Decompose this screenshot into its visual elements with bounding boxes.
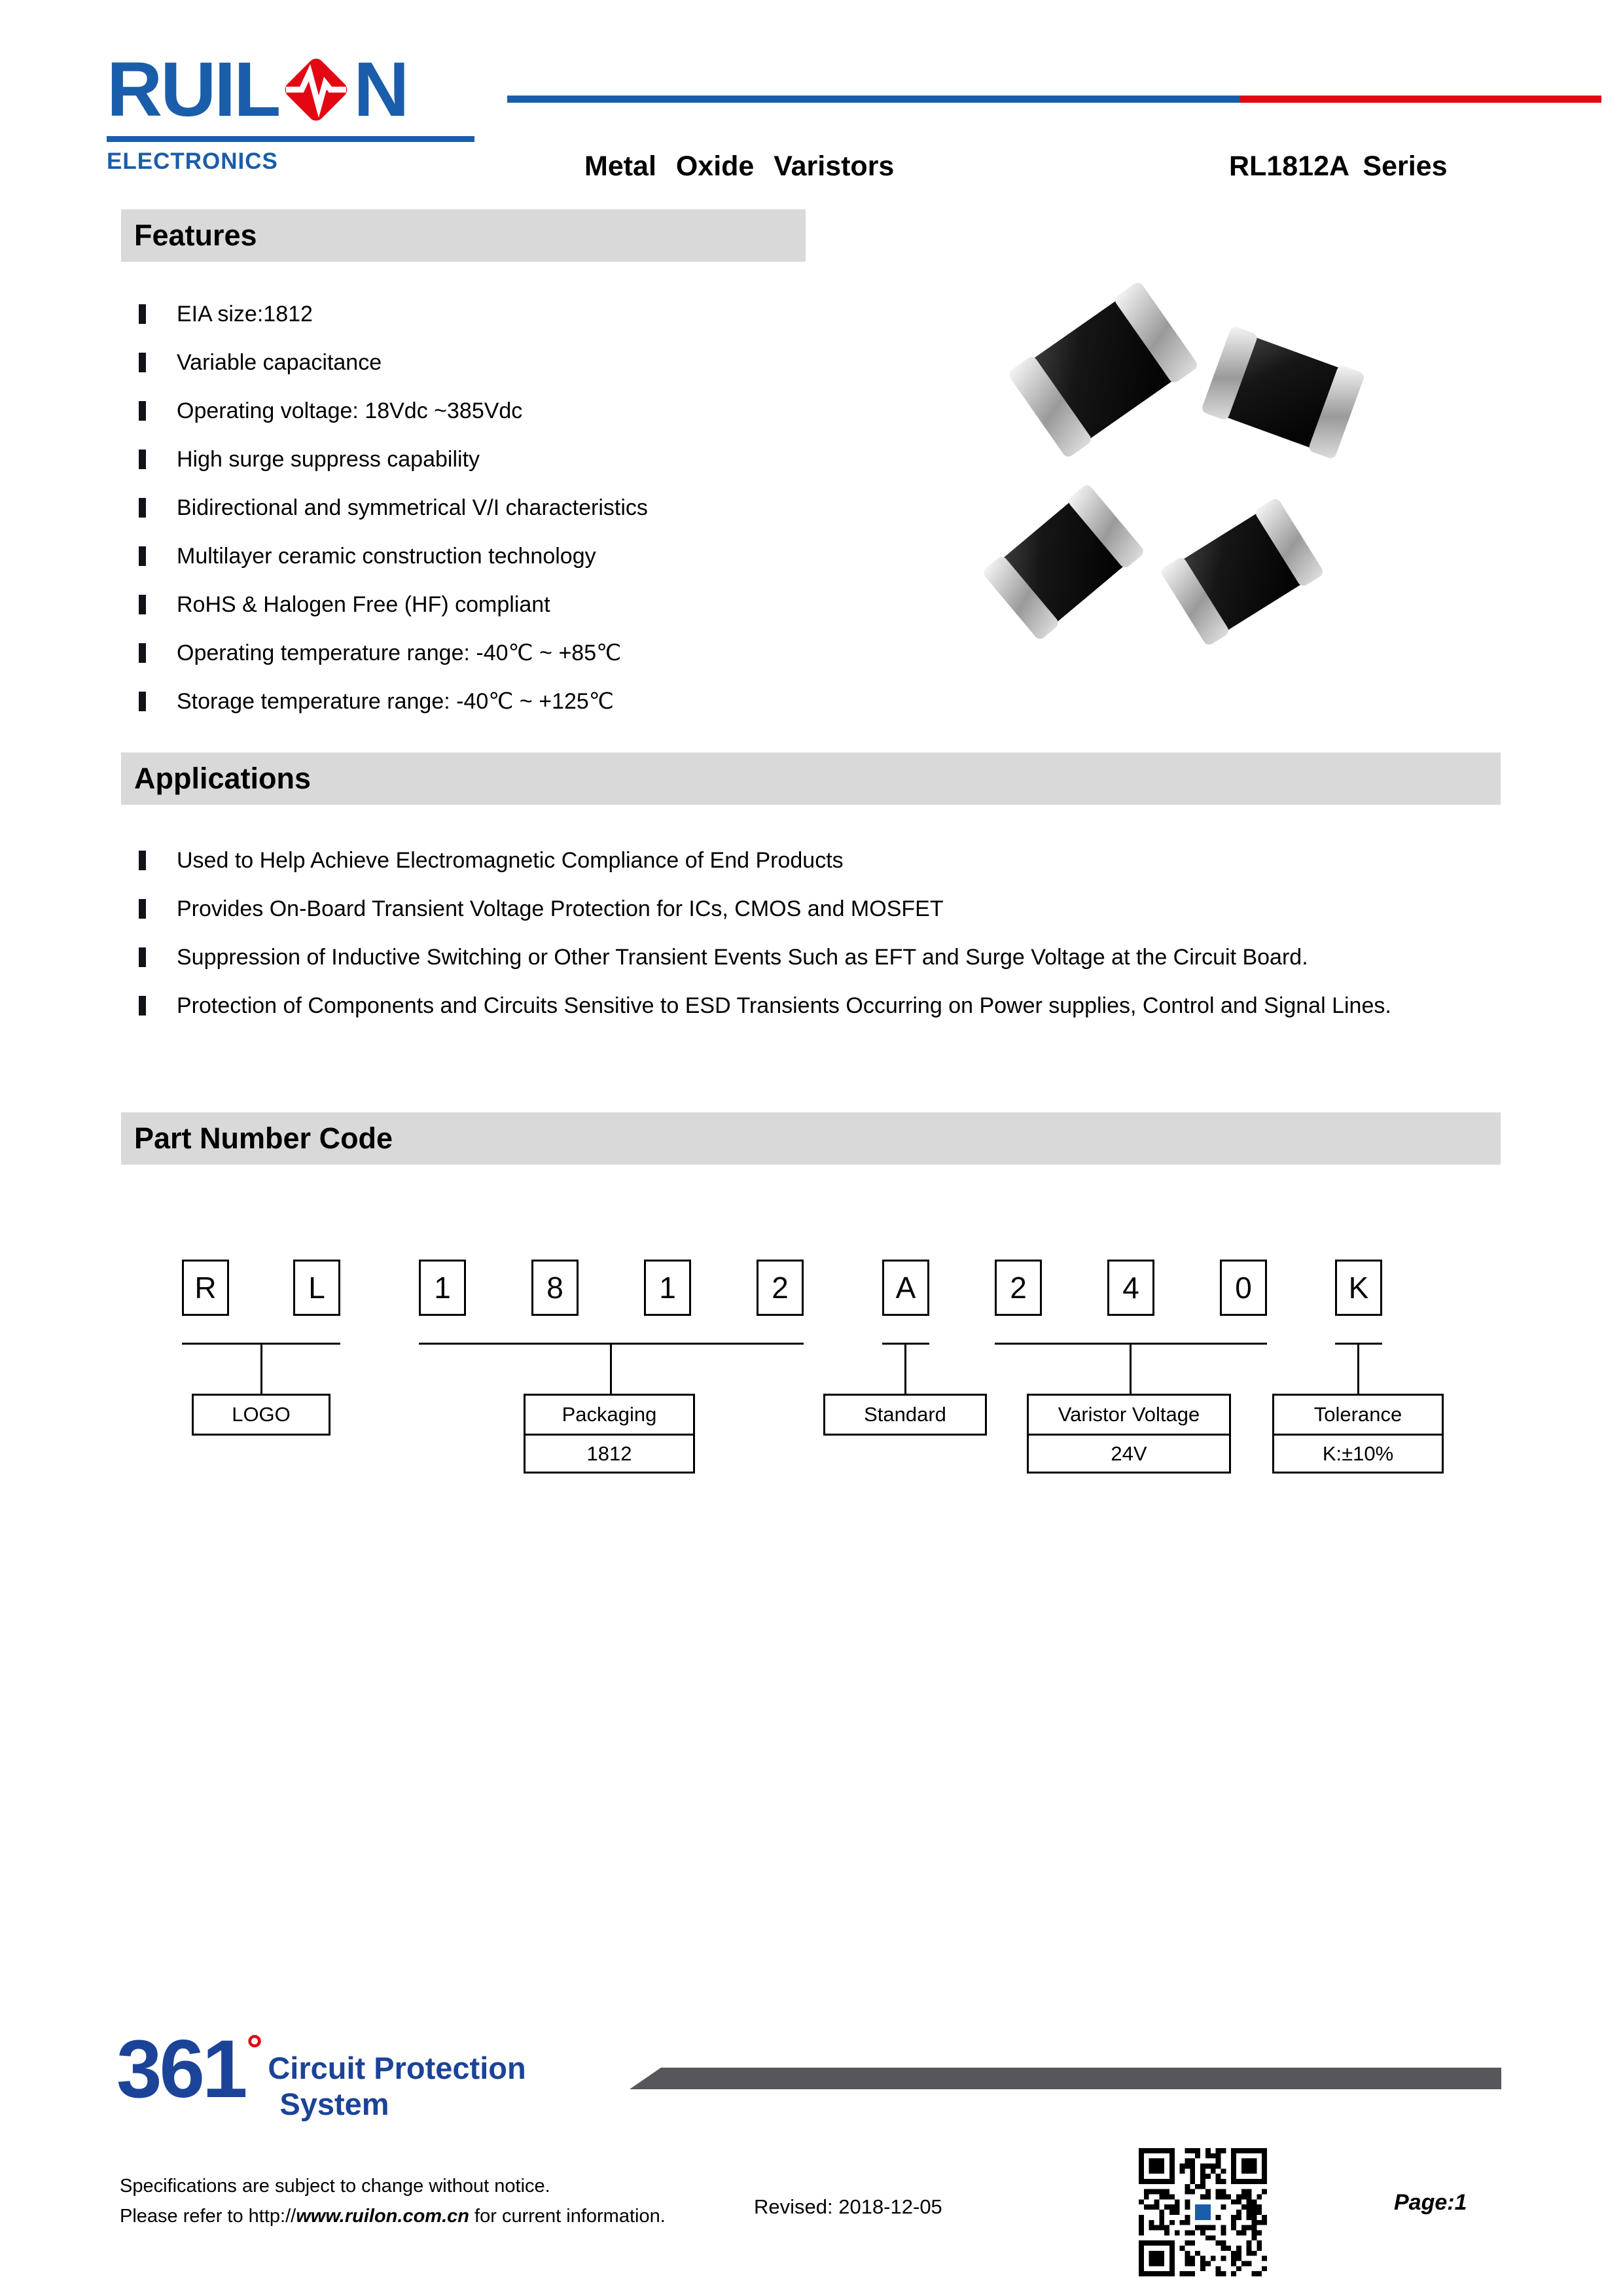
application-item: Used to Help Achieve Electromagnetic Compliance of End Products	[139, 836, 1501, 885]
part-number-box: 2	[995, 1260, 1042, 1316]
bullet-icon	[139, 996, 146, 1016]
brand-wordmark	[107, 46, 474, 133]
series-title: RL1812A Series	[1229, 150, 1448, 182]
bullet-icon	[139, 401, 146, 421]
brand-underline	[107, 136, 474, 142]
bullet-icon	[139, 304, 146, 324]
part-number-box: 8	[531, 1260, 579, 1316]
footer-361-number: 361	[116, 2024, 245, 2115]
bullet-icon	[139, 947, 146, 967]
connector-line	[904, 1343, 906, 1394]
features-heading: Features	[121, 209, 806, 262]
brand-subtitle: ELECTRONICS	[107, 149, 278, 174]
pulse-icon	[282, 56, 351, 124]
product-photo	[949, 275, 1446, 687]
part-number-group-logo: LOGO	[192, 1394, 330, 1436]
website-link[interactable]: www.ruilon.com.cn	[296, 2206, 469, 2227]
part-number-box: 1	[419, 1260, 466, 1316]
feature-item: Variable capacitance	[139, 338, 648, 387]
feature-item: Storage temperature range: -40℃ ~ +125℃	[139, 677, 648, 726]
revised-date: Revised: 2018-12-05	[754, 2195, 942, 2218]
part-number-group-standard: Standard	[823, 1394, 987, 1436]
feature-item: Multilayer ceramic construction technology	[139, 532, 648, 580]
feature-item: RoHS & Halogen Free (HF) compliant	[139, 580, 648, 629]
qr-code	[1139, 2148, 1267, 2276]
application-item: Provides On-Board Transient Voltage Protection for ICs, CMOS and MOSFET	[139, 885, 1501, 933]
part-number-box: L	[293, 1260, 340, 1316]
bullet-icon	[139, 498, 146, 518]
connector-line	[610, 1343, 612, 1394]
footer-note-2: Please refer to http://www.ruilon.com.cn for current information.	[120, 2206, 666, 2227]
connector-line	[1357, 1343, 1359, 1394]
part-number-group-tolerance: Tolerance K:±10%	[1272, 1394, 1444, 1474]
brand-logo	[107, 46, 474, 175]
applications-list	[139, 836, 1501, 1030]
bullet-icon	[139, 851, 146, 870]
varistor-chip	[1164, 502, 1319, 643]
page-number: Page:1	[1394, 2190, 1467, 2215]
part-number-box: A	[882, 1260, 929, 1316]
varistor-chip	[1205, 330, 1361, 455]
part-number-box: 4	[1107, 1260, 1154, 1316]
bullet-icon	[139, 643, 146, 663]
bullet-icon	[139, 899, 146, 919]
part-number-heading: Part Number Code	[121, 1112, 1501, 1165]
application-item: Suppression of Inductive Switching or Other Transient Events Such as EFT and Surge Voltage at the Circuit Board.	[139, 933, 1501, 981]
connector-line	[1130, 1343, 1132, 1394]
features-list	[139, 290, 648, 726]
part-number-box: 1	[644, 1260, 691, 1316]
feature-item: High surge suppress capability	[139, 435, 648, 484]
part-number-box: 0	[1220, 1260, 1267, 1316]
footer-bar	[630, 2068, 1501, 2089]
feature-item: Bidirectional and symmetrical V/I characteristics	[139, 484, 648, 532]
bullet-icon	[139, 546, 146, 566]
part-number-group-packaging: Packaging 1812	[524, 1394, 695, 1474]
connector-line	[260, 1343, 262, 1394]
part-number-box: K	[1335, 1260, 1382, 1316]
footer-361-logo	[116, 2024, 526, 2122]
part-number-group-varistor-voltage: Varistor Voltage 24V	[1027, 1394, 1231, 1474]
bullet-icon	[139, 595, 146, 614]
footer-note-1: Specifications are subject to change without notice.	[120, 2176, 550, 2197]
bullet-icon	[139, 353, 146, 372]
header-divider	[507, 96, 1601, 103]
bullet-icon	[139, 450, 146, 469]
feature-item: Operating voltage: 18Vdc ~385Vdc	[139, 387, 648, 435]
bullet-icon	[139, 692, 146, 711]
footer-degree-icon: °	[246, 2027, 263, 2072]
brand-wordmark-left: RUIL	[107, 46, 279, 133]
footer-361-text: Circuit Protection System	[268, 2051, 526, 2121]
applications-heading: Applications	[121, 752, 1501, 805]
application-item: Protection of Components and Circuits Sensitive to ESD Transients Occurring on Power supplies, Control and Signal Lines.	[139, 981, 1501, 1030]
varistor-chip	[986, 488, 1140, 637]
brand-wordmark-right: N	[353, 46, 408, 133]
document-title: Metal Oxide Varistors	[584, 150, 895, 182]
feature-item: EIA size:1812	[139, 290, 648, 338]
feature-item: Operating temperature range: -40℃ ~ +85℃	[139, 629, 648, 677]
part-number-box: 2	[757, 1260, 804, 1316]
varistor-chip	[1012, 285, 1194, 454]
part-number-box: R	[182, 1260, 229, 1316]
